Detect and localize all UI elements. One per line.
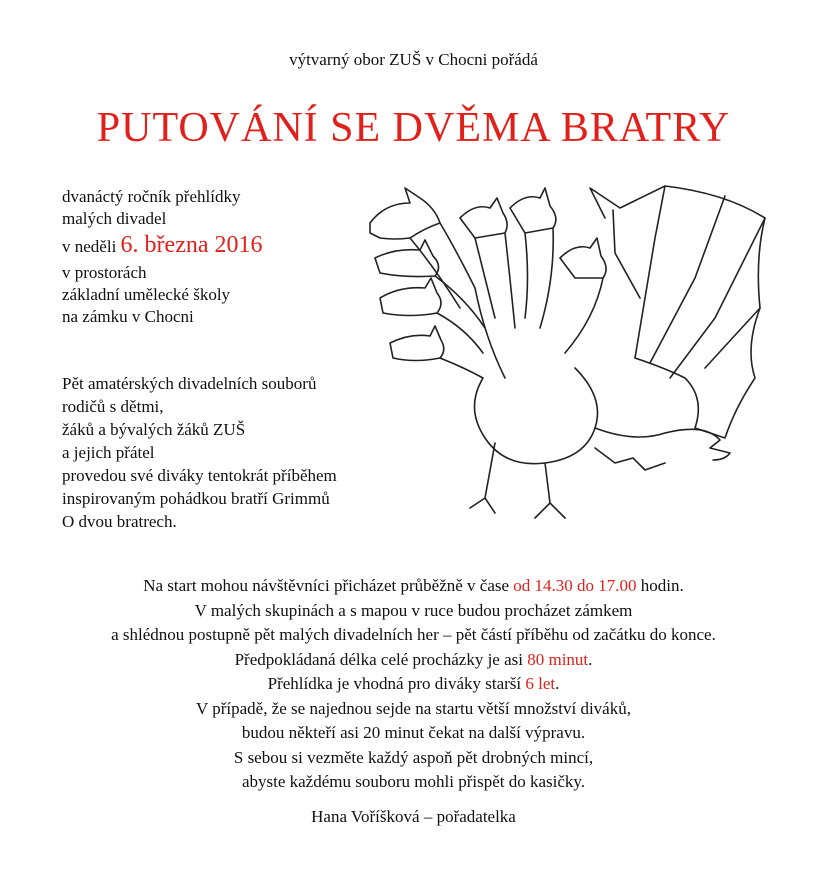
page-title: PUTOVÁNÍ SE DVĚMA BRATRY — [96, 105, 731, 151]
description-line: O dvou bratrech. — [62, 512, 177, 531]
description-line: rodičů s dětmi, — [62, 397, 164, 416]
dragon-illustration — [365, 178, 775, 538]
description — [62, 372, 337, 533]
event-details — [62, 186, 263, 328]
info-text: Na start mohou návštěvníci přicházet průběžně v čase — [143, 576, 514, 595]
info-line: V případě, že se najednou sejde na startu větší množství diváků, — [196, 698, 631, 718]
info-text: Předpokládaná délka celé procházky je asi — [234, 649, 528, 669]
intro-line: výtvarný obor ZUŠ v Chocni pořádá — [289, 50, 538, 69]
signature: Hana Voříšková – pořadatelka — [311, 807, 516, 826]
info-line: budou někteří asi 20 minut čekat na další výpravu. — [241, 723, 586, 742]
min-age: 6 let — [525, 674, 556, 693]
event-venue-3: na zámku v Chocni — [62, 307, 194, 326]
info-line-duration — [0, 648, 827, 673]
event-date-line — [62, 230, 263, 262]
date-prefix: v neděli — [62, 237, 121, 256]
info-text: hodin. — [636, 576, 684, 595]
info-text: . — [555, 674, 560, 693]
info-line-start — [0, 574, 827, 599]
description-line: inspirovaným pohádkou bratří Grimmů — [62, 489, 330, 508]
event-date: 6. března 2016 — [120, 232, 263, 258]
description-line: provedou své diváky tentokrát příběhem — [62, 466, 337, 485]
info-line: S sebou si vezměte každý aspoň pět drobných mincí, — [233, 747, 594, 767]
info-line: abyste každému souboru mohli přispět do kasičky. — [241, 772, 586, 791]
info-line: a shlédnou postupně pět malých divadelních her – pět částí příběhu od začátku do konce. — [111, 625, 716, 644]
description-line: žáků a bývalých žáků ZUŠ — [62, 420, 246, 439]
description-line: a jejich přátel — [62, 443, 155, 462]
event-venue-1: v prostorách — [62, 263, 147, 282]
visitor-info — [0, 574, 827, 795]
info-text: Přehlídka je vhodná pro diváky starší — [267, 674, 526, 693]
description-line: Pět amatérských divadelních souborů — [62, 374, 317, 393]
info-text: . — [588, 649, 593, 669]
info-line: V malých skupinách a s mapou v ruce budou procházet zámkem — [194, 600, 633, 620]
event-venue-2: základní umělecké školy — [62, 285, 231, 304]
info-line-age — [0, 672, 827, 697]
duration: 80 minut — [527, 649, 589, 669]
event-edition: dvanáctý ročník přehlídky — [62, 187, 241, 206]
event-type: malých divadel — [62, 209, 167, 228]
start-time: od 14.30 do 17.00 — [513, 576, 637, 595]
